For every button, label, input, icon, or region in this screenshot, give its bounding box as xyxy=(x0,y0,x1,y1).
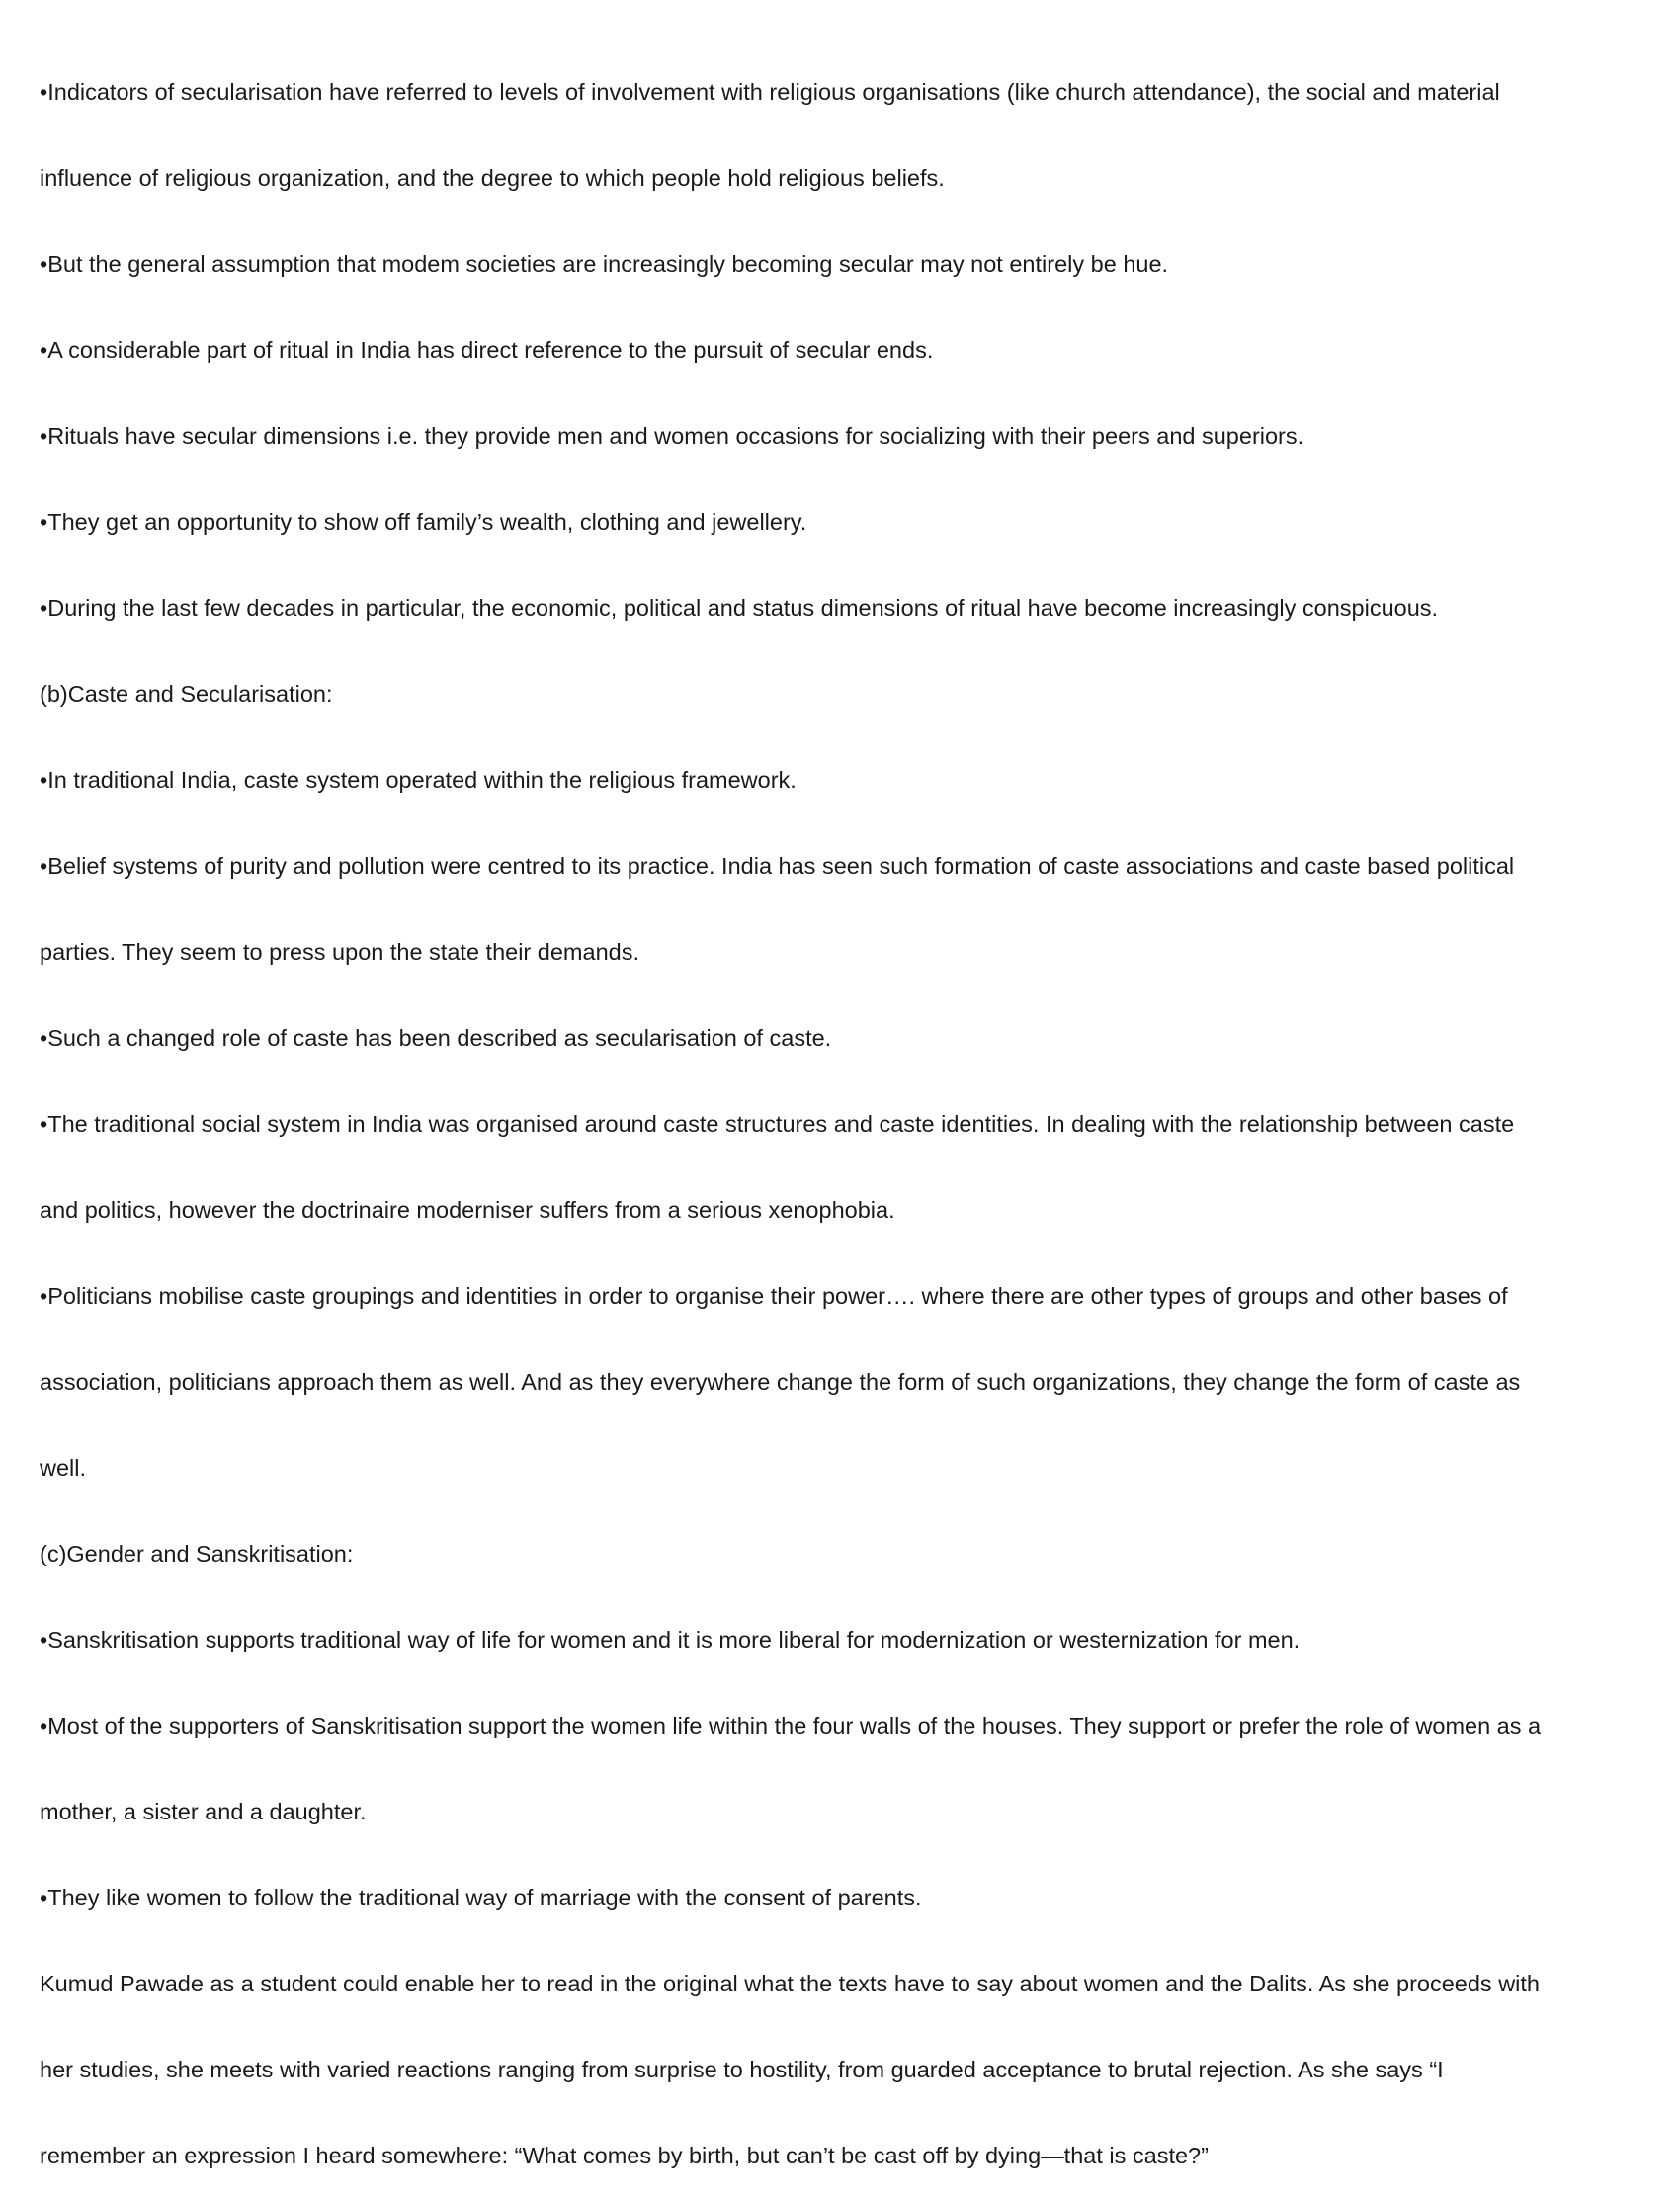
text-line: her studies, she meets with varied reactions ranging from surprise to hostility, from guarded acceptance to brutal rejection. As she says “I xyxy=(40,2057,1444,2082)
text-line: •But the general assumption that modem societies are increasingly becoming secular may not entirely be hue. xyxy=(40,251,1169,277)
text-line: influence of religious organization, and the degree to which people hold religious beliefs. xyxy=(40,165,945,191)
section-heading: (c)Gender and Sanskritisation: xyxy=(40,1541,354,1566)
text-line: •In traditional India, caste system operated within the religious framework. xyxy=(40,767,797,793)
text-line: •Most of the supporters of Sanskritisation support the women life within the four walls of the houses. They support or prefer the role of women as a xyxy=(40,1713,1542,1738)
text-line: •They get an opportunity to show off family’s wealth, clothing and jewellery. xyxy=(40,509,807,535)
text-line: and politics, however the doctrinaire moderniser suffers from a serious xenophobia. xyxy=(40,1197,895,1223)
section-heading: (b)Caste and Secularisation: xyxy=(40,681,333,707)
text-line: •The traditional social system in India was organised around caste structures and caste identities. In dealing with the relationship between caste xyxy=(40,1111,1515,1137)
text-line: •Sanskritisation supports traditional way of life for women and it is more liberal for modernization or westernization for men. xyxy=(40,1627,1301,1652)
text-line: •Indicators of secularisation have referred to levels of involvement with religious organisations (like church attendance), the social and material xyxy=(40,79,1500,105)
text-line: parties. They seem to press upon the state their demands. xyxy=(40,939,639,965)
text-line: •Such a changed role of caste has been described as secularisation of caste. xyxy=(40,1025,832,1051)
text-line: well. xyxy=(40,1455,87,1480)
text-line: mother, a sister and a daughter. xyxy=(40,1799,367,1824)
text-line: Kumud Pawade as a student could enable her to read in the original what the texts have to say about women and the Dalits. As she proceeds with xyxy=(40,1971,1540,1996)
text-line: •Belief systems of purity and pollution were centred to its practice. India has seen such formation of caste associations and caste based political xyxy=(40,853,1515,879)
text-line: •Politicians mobilise caste groupings and identities in order to organise their power…. where there are other types of groups and other bases of xyxy=(40,1283,1508,1309)
text-line: •A considerable part of ritual in India has direct reference to the pursuit of secular ends. xyxy=(40,337,934,363)
text-line: •They like women to follow the traditional way of marriage with the consent of parents. xyxy=(40,1885,922,1910)
text-line: remember an expression I heard somewhere: “What comes by birth, but can’t be cast off by dying—that is caste?” xyxy=(40,2143,1209,2168)
text-line: •During the last few decades in particular, the economic, political and status dimensions of ritual have become increasingly conspicuous. xyxy=(40,595,1439,621)
text-line: •Rituals have secular dimensions i.e. they provide men and women occasions for socializing with their peers and superiors. xyxy=(40,423,1304,449)
text-line: association, politicians approach them as well. And as they everywhere change the form of such organizations, they change the form of caste as xyxy=(40,1369,1521,1395)
